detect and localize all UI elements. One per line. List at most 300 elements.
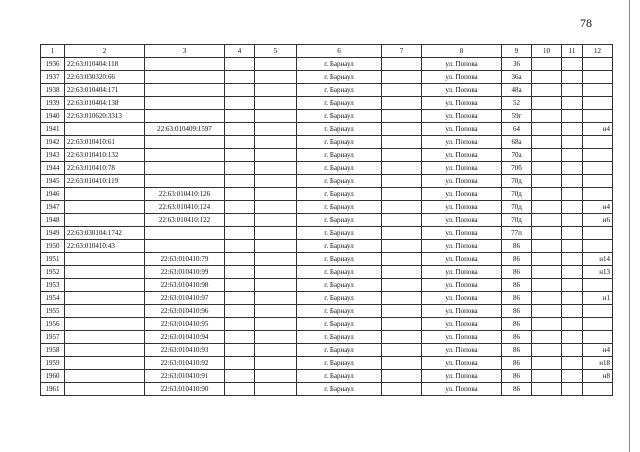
empty-cell bbox=[255, 162, 297, 175]
empty-cell bbox=[255, 71, 297, 84]
empty-cell bbox=[382, 305, 422, 318]
empty-cell bbox=[532, 71, 562, 84]
empty-cell bbox=[382, 331, 422, 344]
premise-number bbox=[583, 71, 613, 84]
empty-cell bbox=[225, 357, 255, 370]
table-row bbox=[41, 136, 613, 149]
cadastral-number-alt bbox=[145, 58, 225, 71]
cadastral-number-alt: 22:63:010410:122 bbox=[145, 214, 225, 227]
cadastral-number-alt: 22:63:010410:97 bbox=[145, 292, 225, 305]
cadastral-number-alt bbox=[145, 175, 225, 188]
row-number: 1946 bbox=[41, 188, 65, 201]
row-number: 1960 bbox=[41, 370, 65, 383]
house-number: 86 bbox=[502, 357, 532, 370]
table-row bbox=[41, 214, 613, 227]
table-row bbox=[41, 318, 613, 331]
empty-cell bbox=[255, 84, 297, 97]
cadastral-number-alt bbox=[145, 162, 225, 175]
empty-cell bbox=[255, 97, 297, 110]
empty-cell bbox=[532, 305, 562, 318]
premise-number bbox=[583, 175, 613, 188]
empty-cell bbox=[562, 201, 583, 214]
row-number: 1954 bbox=[41, 292, 65, 305]
column-header: 11 bbox=[562, 45, 583, 58]
cadastral-number-alt bbox=[145, 84, 225, 97]
empty-cell bbox=[562, 97, 583, 110]
cadastral-number bbox=[65, 266, 145, 279]
cadastral-number bbox=[65, 331, 145, 344]
street-cell: ул. Попова bbox=[422, 227, 502, 240]
empty-cell bbox=[532, 318, 562, 331]
city-cell: г. Барнаул bbox=[297, 149, 382, 162]
empty-cell bbox=[255, 175, 297, 188]
column-header: 1 bbox=[41, 45, 65, 58]
empty-cell bbox=[532, 383, 562, 396]
empty-cell bbox=[562, 266, 583, 279]
cadastral-number: 22:63:010410:119 bbox=[65, 175, 145, 188]
empty-cell bbox=[532, 266, 562, 279]
street-cell: ул. Попова bbox=[422, 344, 502, 357]
city-cell: г. Барнаул bbox=[297, 331, 382, 344]
empty-cell bbox=[382, 383, 422, 396]
cadastral-number: 22:63:030104:1742 bbox=[65, 227, 145, 240]
row-number: 1951 bbox=[41, 253, 65, 266]
empty-cell bbox=[532, 123, 562, 136]
cadastral-number-alt bbox=[145, 136, 225, 149]
empty-cell bbox=[532, 175, 562, 188]
premise-number bbox=[583, 305, 613, 318]
cadastral-number-alt bbox=[145, 240, 225, 253]
premise-number bbox=[583, 149, 613, 162]
street-cell: ул. Попова bbox=[422, 175, 502, 188]
empty-cell bbox=[562, 292, 583, 305]
street-cell: ул. Попова bbox=[422, 97, 502, 110]
cadastral-number: 22:63:010410:61 bbox=[65, 136, 145, 149]
cadastral-number bbox=[65, 357, 145, 370]
empty-cell bbox=[255, 331, 297, 344]
row-number: 1942 bbox=[41, 136, 65, 149]
empty-cell bbox=[255, 240, 297, 253]
street-cell: ул. Попова bbox=[422, 253, 502, 266]
row-number: 1949 bbox=[41, 227, 65, 240]
column-header: 12 bbox=[583, 45, 613, 58]
street-cell: ул. Попова bbox=[422, 201, 502, 214]
cadastral-number: 22:63:010404:138 bbox=[65, 97, 145, 110]
empty-cell bbox=[382, 84, 422, 97]
premise-number bbox=[583, 227, 613, 240]
premise-number: н18 bbox=[583, 357, 613, 370]
cadastral-number: 22:63:010410:132 bbox=[65, 149, 145, 162]
premise-number: н4 bbox=[583, 123, 613, 136]
house-number: 36а bbox=[502, 71, 532, 84]
empty-cell bbox=[532, 370, 562, 383]
empty-cell bbox=[382, 110, 422, 123]
empty-cell bbox=[255, 201, 297, 214]
premise-number bbox=[583, 84, 613, 97]
table-row bbox=[41, 58, 613, 71]
street-cell: ул. Попова bbox=[422, 370, 502, 383]
empty-cell bbox=[382, 279, 422, 292]
row-number: 1957 bbox=[41, 331, 65, 344]
city-cell: г. Барнаул bbox=[297, 370, 382, 383]
empty-cell bbox=[255, 123, 297, 136]
city-cell: г. Барнаул bbox=[297, 305, 382, 318]
empty-cell bbox=[532, 292, 562, 305]
empty-cell bbox=[562, 331, 583, 344]
cadastral-number-alt bbox=[145, 71, 225, 84]
city-cell: г. Барнаул bbox=[297, 292, 382, 305]
column-header: 9 bbox=[502, 45, 532, 58]
city-cell: г. Барнаул bbox=[297, 110, 382, 123]
cadastral-number: 22:63:010410:43 bbox=[65, 240, 145, 253]
street-cell: ул. Попова bbox=[422, 71, 502, 84]
house-number: 86 bbox=[502, 331, 532, 344]
empty-cell bbox=[225, 110, 255, 123]
house-number: 86 bbox=[502, 266, 532, 279]
empty-cell bbox=[225, 123, 255, 136]
cadastral-number: 22:63:010410:78 bbox=[65, 162, 145, 175]
empty-cell bbox=[562, 253, 583, 266]
house-number: 70б bbox=[502, 162, 532, 175]
table-row bbox=[41, 162, 613, 175]
table-row bbox=[41, 331, 613, 344]
city-cell: г. Барнаул bbox=[297, 357, 382, 370]
cadastral-number-alt: 22:63:010410:98 bbox=[145, 279, 225, 292]
empty-cell bbox=[562, 240, 583, 253]
cadastral-number bbox=[65, 123, 145, 136]
empty-cell bbox=[225, 71, 255, 84]
table-row bbox=[41, 71, 613, 84]
empty-cell bbox=[532, 136, 562, 149]
empty-cell bbox=[255, 253, 297, 266]
table-row bbox=[41, 188, 613, 201]
header-row bbox=[41, 45, 613, 58]
column-header: 5 bbox=[255, 45, 297, 58]
house-number: 86 bbox=[502, 240, 532, 253]
row-number: 1938 bbox=[41, 84, 65, 97]
premise-number bbox=[583, 240, 613, 253]
empty-cell bbox=[532, 357, 562, 370]
house-number: 59г bbox=[502, 110, 532, 123]
row-number: 1941 bbox=[41, 123, 65, 136]
city-cell: г. Барнаул bbox=[297, 188, 382, 201]
city-cell: г. Барнаул bbox=[297, 201, 382, 214]
empty-cell bbox=[225, 149, 255, 162]
cadastral-number bbox=[65, 188, 145, 201]
cadastral-number-alt: 22:63:010410:96 bbox=[145, 305, 225, 318]
empty-cell bbox=[382, 266, 422, 279]
cadastral-number bbox=[65, 344, 145, 357]
premise-number bbox=[583, 162, 613, 175]
cadastral-number bbox=[65, 305, 145, 318]
table-row bbox=[41, 201, 613, 214]
city-cell: г. Барнаул bbox=[297, 240, 382, 253]
street-cell: ул. Попова bbox=[422, 383, 502, 396]
empty-cell bbox=[562, 84, 583, 97]
empty-cell bbox=[382, 214, 422, 227]
cadastral-number-alt: 22:63:010410:92 bbox=[145, 357, 225, 370]
table-row bbox=[41, 279, 613, 292]
premise-number bbox=[583, 331, 613, 344]
cadastral-number bbox=[65, 383, 145, 396]
premise-number bbox=[583, 279, 613, 292]
empty-cell bbox=[382, 253, 422, 266]
row-number: 1956 bbox=[41, 318, 65, 331]
empty-cell bbox=[225, 175, 255, 188]
house-number: 86 bbox=[502, 383, 532, 396]
street-cell: ул. Попова bbox=[422, 240, 502, 253]
cadastral-number: 22:63:010620:3313 bbox=[65, 110, 145, 123]
row-number: 1955 bbox=[41, 305, 65, 318]
cadastral-number-alt: 22:63:010410:95 bbox=[145, 318, 225, 331]
cadastral-number: 22:63:010404:118 bbox=[65, 58, 145, 71]
house-number: 64 bbox=[502, 123, 532, 136]
empty-cell bbox=[225, 331, 255, 344]
table-row bbox=[41, 370, 613, 383]
premise-number bbox=[583, 383, 613, 396]
empty-cell bbox=[562, 214, 583, 227]
house-number: 77п bbox=[502, 227, 532, 240]
empty-cell bbox=[225, 214, 255, 227]
cadastral-number bbox=[65, 318, 145, 331]
empty-cell bbox=[382, 149, 422, 162]
empty-cell bbox=[255, 318, 297, 331]
house-number: 86 bbox=[502, 344, 532, 357]
empty-cell bbox=[562, 357, 583, 370]
row-number: 1947 bbox=[41, 201, 65, 214]
city-cell: г. Барнаул bbox=[297, 162, 382, 175]
street-cell: ул. Попова bbox=[422, 331, 502, 344]
empty-cell bbox=[382, 240, 422, 253]
empty-cell bbox=[382, 97, 422, 110]
cadastral-number-alt: 22:63:010410:126 bbox=[145, 188, 225, 201]
row-number: 1945 bbox=[41, 175, 65, 188]
empty-cell bbox=[382, 318, 422, 331]
empty-cell bbox=[562, 279, 583, 292]
house-number: 86 bbox=[502, 370, 532, 383]
cadastral-number-alt: 22:63:010410:99 bbox=[145, 266, 225, 279]
empty-cell bbox=[255, 58, 297, 71]
empty-cell bbox=[562, 188, 583, 201]
cadastral-number-alt: 22:63:010410:93 bbox=[145, 344, 225, 357]
table-row bbox=[41, 383, 613, 396]
premise-number bbox=[583, 110, 613, 123]
street-cell: ул. Попова bbox=[422, 123, 502, 136]
empty-cell bbox=[532, 227, 562, 240]
street-cell: ул. Попова bbox=[422, 149, 502, 162]
row-number: 1958 bbox=[41, 344, 65, 357]
empty-cell bbox=[382, 58, 422, 71]
premise-number bbox=[583, 58, 613, 71]
cadastral-number-alt bbox=[145, 227, 225, 240]
empty-cell bbox=[225, 162, 255, 175]
house-number: 70д bbox=[502, 201, 532, 214]
empty-cell bbox=[532, 58, 562, 71]
cadastral-number-alt: 22:63:010410:91 bbox=[145, 370, 225, 383]
register-table bbox=[40, 44, 613, 396]
empty-cell bbox=[562, 344, 583, 357]
house-number: 68а bbox=[502, 136, 532, 149]
cadastral-number bbox=[65, 370, 145, 383]
page-number: 78 bbox=[580, 16, 592, 30]
empty-cell bbox=[255, 214, 297, 227]
empty-cell bbox=[532, 344, 562, 357]
column-header: 3 bbox=[145, 45, 225, 58]
empty-cell bbox=[225, 188, 255, 201]
row-number: 1950 bbox=[41, 240, 65, 253]
premise-number: н4 bbox=[583, 344, 613, 357]
city-cell: г. Барнаул bbox=[297, 253, 382, 266]
city-cell: г. Барнаул bbox=[297, 97, 382, 110]
empty-cell bbox=[225, 279, 255, 292]
house-number: 86 bbox=[502, 253, 532, 266]
cadastral-number bbox=[65, 253, 145, 266]
cadastral-number bbox=[65, 201, 145, 214]
table-row bbox=[41, 305, 613, 318]
house-number: 48а bbox=[502, 84, 532, 97]
column-header: 8 bbox=[422, 45, 502, 58]
empty-cell bbox=[225, 383, 255, 396]
column-header: 7 bbox=[382, 45, 422, 58]
column-header: 10 bbox=[532, 45, 562, 58]
city-cell: г. Барнаул bbox=[297, 279, 382, 292]
street-cell: ул. Попова bbox=[422, 162, 502, 175]
cadastral-number bbox=[65, 292, 145, 305]
table-row bbox=[41, 344, 613, 357]
cadastral-number: 22:63:030320:66 bbox=[65, 71, 145, 84]
empty-cell bbox=[382, 123, 422, 136]
cadastral-number-alt: 22:63:010409:1597 bbox=[145, 123, 225, 136]
table-row bbox=[41, 84, 613, 97]
row-number: 1937 bbox=[41, 71, 65, 84]
empty-cell bbox=[532, 201, 562, 214]
cadastral-number-alt bbox=[145, 149, 225, 162]
table-row bbox=[41, 97, 613, 110]
city-cell: г. Барнаул bbox=[297, 58, 382, 71]
empty-cell bbox=[562, 305, 583, 318]
empty-cell bbox=[255, 370, 297, 383]
empty-cell bbox=[562, 58, 583, 71]
row-number: 1953 bbox=[41, 279, 65, 292]
empty-cell bbox=[562, 318, 583, 331]
empty-cell bbox=[225, 136, 255, 149]
premise-number: н14 bbox=[583, 253, 613, 266]
page-edge-line bbox=[629, 0, 630, 452]
empty-cell bbox=[225, 266, 255, 279]
empty-cell bbox=[255, 149, 297, 162]
premise-number: н13 bbox=[583, 266, 613, 279]
premise-number: н6 bbox=[583, 214, 613, 227]
empty-cell bbox=[532, 162, 562, 175]
empty-cell bbox=[225, 240, 255, 253]
table-row bbox=[41, 357, 613, 370]
house-number: 36 bbox=[502, 58, 532, 71]
empty-cell bbox=[255, 266, 297, 279]
house-number: 70а bbox=[502, 149, 532, 162]
house-number: 70д bbox=[502, 175, 532, 188]
empty-cell bbox=[255, 188, 297, 201]
city-cell: г. Барнаул bbox=[297, 84, 382, 97]
empty-cell bbox=[255, 292, 297, 305]
empty-cell bbox=[225, 292, 255, 305]
street-cell: ул. Попова bbox=[422, 188, 502, 201]
house-number: 86 bbox=[502, 279, 532, 292]
cadastral-number-alt bbox=[145, 110, 225, 123]
row-number: 1940 bbox=[41, 110, 65, 123]
row-number: 1961 bbox=[41, 383, 65, 396]
empty-cell bbox=[225, 227, 255, 240]
street-cell: ул. Попова bbox=[422, 58, 502, 71]
empty-cell bbox=[532, 149, 562, 162]
empty-cell bbox=[382, 344, 422, 357]
premise-number bbox=[583, 136, 613, 149]
house-number: 70д bbox=[502, 188, 532, 201]
street-cell: ул. Попова bbox=[422, 84, 502, 97]
street-cell: ул. Попова bbox=[422, 305, 502, 318]
table-row bbox=[41, 149, 613, 162]
cadastral-number-alt: 22:63:010410:79 bbox=[145, 253, 225, 266]
table-row bbox=[41, 175, 613, 188]
table-row bbox=[41, 240, 613, 253]
cadastral-number-alt: 22:63:010410:94 bbox=[145, 331, 225, 344]
column-header: 4 bbox=[225, 45, 255, 58]
street-cell: ул. Попова bbox=[422, 110, 502, 123]
house-number: 52 bbox=[502, 97, 532, 110]
empty-cell bbox=[225, 305, 255, 318]
street-cell: ул. Попова bbox=[422, 357, 502, 370]
row-number: 1959 bbox=[41, 357, 65, 370]
empty-cell bbox=[562, 149, 583, 162]
empty-cell bbox=[382, 175, 422, 188]
empty-cell bbox=[562, 175, 583, 188]
empty-cell bbox=[255, 136, 297, 149]
empty-cell bbox=[255, 344, 297, 357]
empty-cell bbox=[225, 253, 255, 266]
street-cell: ул. Попова bbox=[422, 292, 502, 305]
city-cell: г. Барнаул bbox=[297, 136, 382, 149]
empty-cell bbox=[382, 201, 422, 214]
empty-cell bbox=[225, 344, 255, 357]
house-number: 86 bbox=[502, 318, 532, 331]
row-number: 1943 bbox=[41, 149, 65, 162]
premise-number: н4 bbox=[583, 201, 613, 214]
empty-cell bbox=[532, 279, 562, 292]
empty-cell bbox=[532, 214, 562, 227]
column-header: 6 bbox=[297, 45, 382, 58]
city-cell: г. Барнаул bbox=[297, 318, 382, 331]
empty-cell bbox=[532, 331, 562, 344]
empty-cell bbox=[562, 370, 583, 383]
street-cell: ул. Попова bbox=[422, 266, 502, 279]
empty-cell bbox=[255, 279, 297, 292]
empty-cell bbox=[562, 227, 583, 240]
empty-cell bbox=[225, 58, 255, 71]
cadastral-number: 22:63:010404:171 bbox=[65, 84, 145, 97]
empty-cell bbox=[382, 227, 422, 240]
empty-cell bbox=[532, 188, 562, 201]
row-number: 1936 bbox=[41, 58, 65, 71]
empty-cell bbox=[255, 305, 297, 318]
empty-cell bbox=[382, 162, 422, 175]
empty-cell bbox=[532, 84, 562, 97]
column-header: 2 bbox=[65, 45, 145, 58]
empty-cell bbox=[255, 227, 297, 240]
house-number: 70д bbox=[502, 214, 532, 227]
empty-cell bbox=[382, 188, 422, 201]
premise-number bbox=[583, 318, 613, 331]
empty-cell bbox=[532, 240, 562, 253]
house-number: 86 bbox=[502, 292, 532, 305]
